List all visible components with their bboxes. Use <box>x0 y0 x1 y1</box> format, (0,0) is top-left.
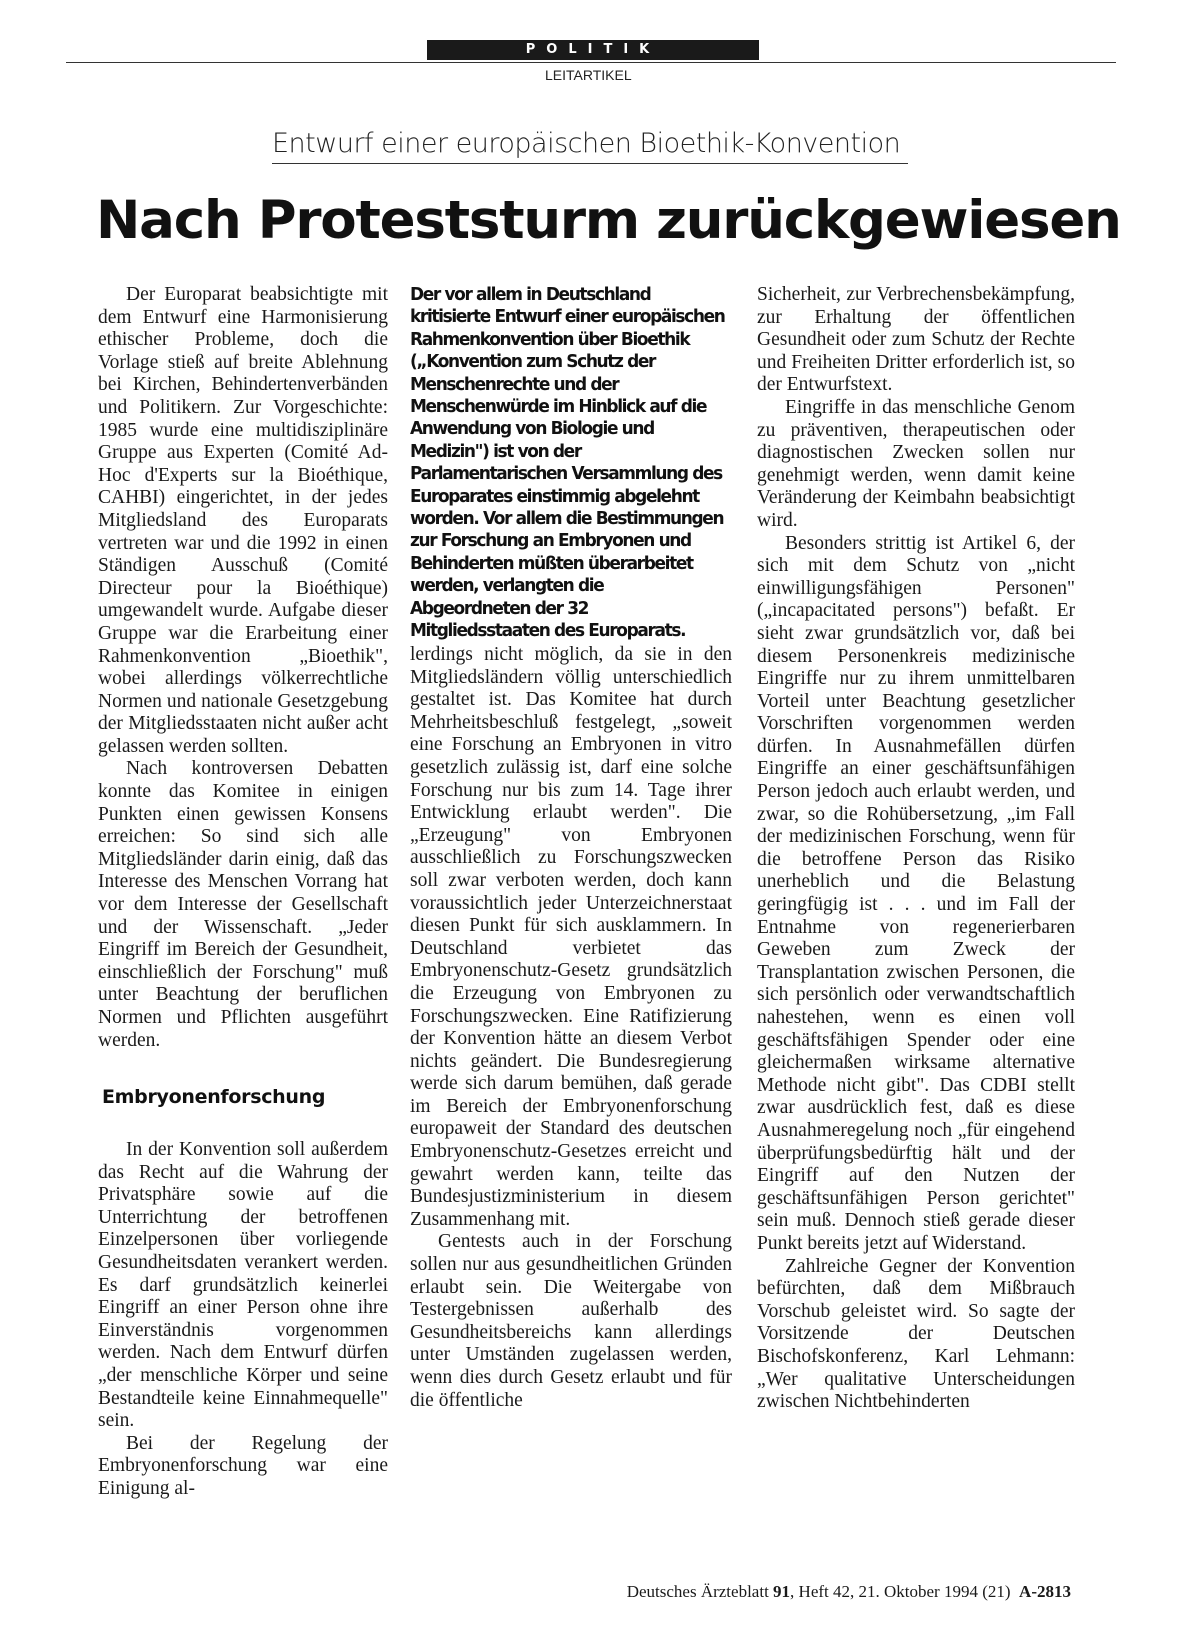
column-1-continued <box>98 1139 388 1501</box>
column-2 <box>410 644 732 1412</box>
volume-number: 91 <box>773 1582 791 1601</box>
article-headline: Nach Proteststurm zurückgewiesen <box>96 190 1121 251</box>
paragraph: Nach kontroversen Debatten konnte das Komitee in einigen Punkten einen gewissen Konsens erreichen: So sind sich alle Mitgliedsländer darin einig, daß das Interesse des Menschen Vorrang hat vor dem Interesse der Gesellschaft und der Wissenschaft. „Jeder Eingriff im Bereich der Gesundheit, einschließlich der Forschung" muß unter Beachtung der beruflichen Normen und Pflichten ausgeführt werden. <box>98 758 388 1051</box>
subheading: Embryonenforschung <box>102 1086 326 1108</box>
paragraph: Besonders strittig ist Artikel 6, der sich mit dem Schutz von „nicht einwilligungsfähigen Personen" („incapacitated persons") befaßt. Er sieht zwar grundsätzlich vor, daß bei diesem Personenkreis medizinische Eingriffe nur zu ihrem unmittelbaren Vorteil unter Beachtung gesetzlicher Vorschriften vorgenommen werden dürfen. In Ausnahmefällen dürfen Eingriffe an einer geschäftsunfähigen Person jedoch auch erlaubt werden, und zwar, so die Rohübersetzung, „im Fall der medizinischen Forschung, wenn für die betroffene Person das Risiko unerheblich und die Belastung geringfügig ist . . . und im Fall der Entnahme von regenerierbaren Geweben zum Zweck der Transplantation zwischen Personen, die sich persönlich oder verwandtschaftlich nahestehen, wenn es einen voll geschäftsfähigen Spender oder eine gleichermaßen wirksame alternative Methode nicht gibt". Das CDBI stellt zwar ausdrücklich fest, daß es diese Ausnahmeregelung noch „für eingehend überprüfungsbedürftig hält und der Eingriff auf den Nutzen der geschäftsunfähigen Person gerichtet" sein muß. Dennoch stieß gerade dieser Punkt bereits jetzt auf Widerstand. <box>757 532 1075 1254</box>
paragraph: Bei der Regelung der Embryonenforschung war eine Einigung al- <box>98 1432 388 1499</box>
header-rule <box>66 62 1116 63</box>
column-1 <box>98 284 388 1052</box>
issue-date: , Heft 42, 21. Oktober 1994 (21) <box>790 1582 1011 1601</box>
subsection-label: LEITARTIKEL <box>545 67 632 83</box>
paragraph: Zahlreiche Gegner der Konvention befürchten, daß dem Mißbrauch Vorschub geleistet wird. So sagte der Vorsitzende der Deutschen Bischofskonferenz, Karl Lehmann: „Wer qualitative Unterscheidungen zwischen Nichtbehinderten <box>757 1255 1075 1413</box>
page-number: A-2813 <box>1019 1582 1071 1601</box>
article-kicker: Entwurf einer europäischen Bioethik-Konvention <box>272 128 908 164</box>
paragraph: Der Europarat beabsichtigte mit dem Entwurf eine Harmonisierung ethischer Probleme, doch die Vorlage stieß auf breite Ablehnung bei Kirchen, Behindertenverbänden und Politikern. Zur Vorgeschichte: 1985 wurde eine multidisziplinäre Gruppe aus Experten (Comité Ad-Hoc d'Experts sur la Bioéthique, CAHBI) eingerichtet, in der jedes Mitgliedsland des Europarats vertreten war und die 1992 in einen Ständigen Ausschuß (Comité Directeur pour la Bioéthique) umgewandelt wurde. Aufgabe dieser Gruppe war die Erarbeitung einer Rahmenkonvention „Bioethik", wobei allerdings völkerrechtliche Normen und nationale Gesetzgebung der Mitgliedsstaaten nicht außer acht gelassen werden sollten. <box>98 284 388 757</box>
article-lead: Der vor allem in Deutschland kritisierte Entwurf einer europäischen Rahmenkonvention über Bioethik („Konvention zum Schutz der Menschenrechte und der Menschenwürde im Hinblick auf die Anwendung von Biologie und Medizin") ist von der Parlamentarischen Versammlung des Europarates einstimmig abgelehnt worden. Vor allem die Bestimmungen zur Forschung an Embryonen und Behinderten müßten überarbeitet werden, verlangten die Abgeordneten der 32 Mitgliedsstaaten des Europarats. <box>410 285 725 642</box>
paragraph: In der Konvention soll außerdem das Recht auf die Wahrung der Privatsphäre sowie auf die Unterrichtung der betroffenen Einzelpersonen über vorliegende Gesundheitsdaten verankert werden. Es darf grundsätzlich keinerlei Eingriff an einer Person ohne ihre Einverständnis vorgenommen werden. Nach dem Entwurf dürfen „der menschliche Körper und seine Bestandteile keine Einnahmequelle" sein. <box>98 1139 388 1432</box>
column-3 <box>757 284 1075 1414</box>
section-label: POLITIK <box>427 40 759 60</box>
paragraph: lerdings nicht möglich, da sie in den Mitgliedsländern völlig unterschiedlich gestaltet ist. Das Komitee hat durch Mehrheitsbeschluß festgelegt, „soweit eine Forschung an Embryonen in vitro gesetzlich zulässig ist, darf eine solche Forschung nur bis zum 14. Tage ihrer Entwicklung erlaubt werden". Die „Erzeugung" von Embryonen ausschließlich zu Forschungszwecken soll zwar verboten werden, doch kann voraussichtlich jeder Unterzeichnerstaat diesen Punkt für sich ausklammern. In Deutschland verbietet das Embryonenschutz-Gesetz grundsätzlich die Erzeugung von Embryonen zu Forschungszwecken. Eine Ratifizierung der Konvention hätte an diesem Verbot nichts geändert. Die Bundesregierung werde sich darum bemühen, daß gerade im Bereich der Embryonenforschung europaweit der Standard des deutschen Embryonenschutz-Gesetzes erreicht und gewahrt werden kann, teilte das Bundesjustizministerium in diesem Zusammenhang mit. <box>410 644 732 1230</box>
page-footer <box>627 1582 1071 1602</box>
paragraph: Eingriffe in das menschliche Genom zu präventiven, therapeutischen oder diagnostischen Zwecken sollen nur genehmigt werden, wenn damit keine Veränderung der Keimbahn beabsichtigt wird. <box>757 396 1075 531</box>
paragraph: Sicherheit, zur Verbrechensbekämpfung, zur Erhaltung der öffentlichen Gesundheit oder zum Schutz der Rechte und Freiheiten Dritter erforderlich ist, so der Entwurfstext. <box>757 284 1075 396</box>
paragraph: Gentests auch in der Forschung sollen nur aus gesundheitlichen Gründen erlaubt sein. Die Weitergabe von Testergebnissen außerhalb des Gesundheitsbereichs kann allerdings unter Umständen zugelassen werden, wenn dies durch Gesetz erlaubt und für die öffentliche <box>410 1231 732 1411</box>
journal-name: Deutsches Ärzteblatt <box>626 1582 769 1601</box>
